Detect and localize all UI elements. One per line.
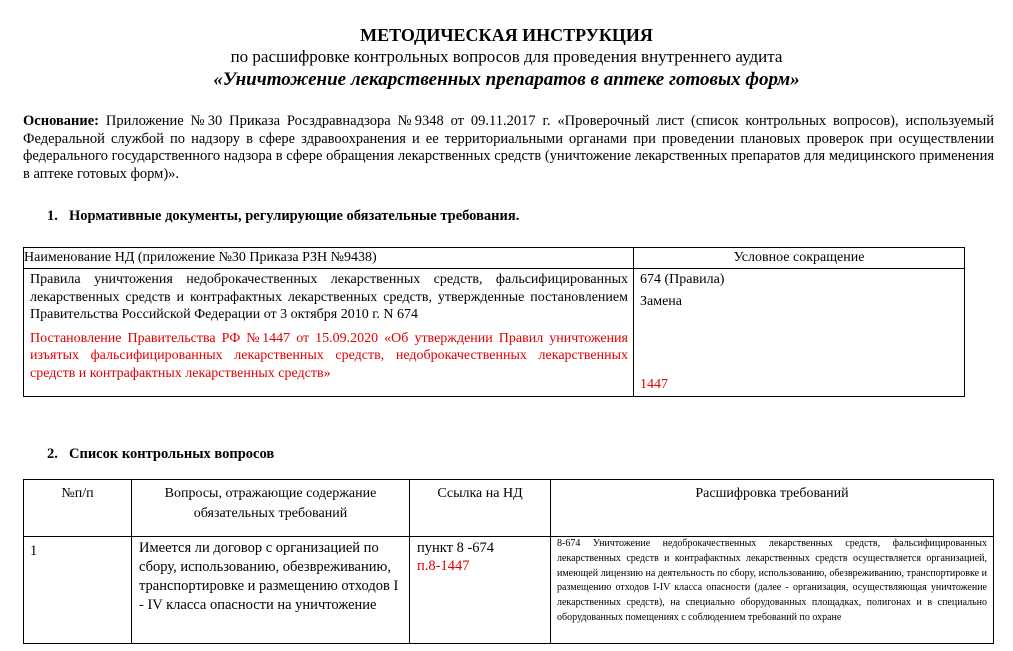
section-1-title: Нормативные документы, регулирующие обязательные требования. bbox=[69, 208, 520, 224]
abbreviation-1447: 1447 bbox=[640, 377, 668, 392]
document-title: МЕТОДИЧЕСКАЯ ИНСТРУКЦИЯ bbox=[360, 25, 653, 45]
basis-label: Основание: bbox=[23, 113, 100, 129]
basis-text: Приложение №30 Приказа Росздравнадзора №9348 от 09.11.2017 г. «Проверочный лист (список контрольных вопросов), используемый Федеральной службой по надзору в сфере здравоохранения и ее территориальными органами при проведении плановых проверок при осуществлении федерального государственного надзора в сфере обращения лекарственных средств (уничтожение лекарственных препаратов для медицинского применения в аптеке готовых форм)». bbox=[23, 113, 994, 182]
table-header-row bbox=[24, 248, 965, 269]
reference-674: пункт 8 -674 bbox=[417, 540, 495, 556]
reference-cell bbox=[410, 537, 551, 644]
table-header-row bbox=[24, 480, 994, 537]
abbreviation-674: 674 (Правила) bbox=[640, 272, 725, 287]
section-1-number: 1. bbox=[47, 208, 58, 224]
section-2-heading bbox=[47, 446, 274, 463]
nd-documents-cell bbox=[24, 269, 634, 397]
normative-documents-table bbox=[23, 247, 965, 397]
table-row bbox=[24, 537, 994, 644]
nd-document-1447: Постановление Правительства РФ №1447 от 15.09.2020 «Об утверждении Правил уничтожения изъятых фальсифицированных лекарственных средств, недоброкачественных лекарственных средств и контрафактных лекарственных средств» bbox=[30, 330, 628, 381]
reference-header: Ссылка на НД bbox=[410, 480, 551, 537]
number-header: №п/п bbox=[24, 480, 132, 537]
section-1-heading bbox=[47, 208, 519, 225]
table-row bbox=[24, 269, 965, 397]
control-questions-table bbox=[23, 479, 994, 644]
replacement-note: Замена bbox=[640, 293, 683, 309]
question-text: Имеется ли договор с организацией по сбору, использованию, обезвреживанию, транспортировке и размещению отходов I - IV класса опасности на уничтожение bbox=[132, 537, 410, 644]
document-subtitle: по расшифровке контрольных вопросов для проведения внутреннего аудита bbox=[230, 47, 783, 66]
section-2-title: Список контрольных вопросов bbox=[69, 446, 275, 462]
reference-1447: п.8-1447 bbox=[417, 558, 470, 574]
decoding-text: 8-674 Уничтожение недоброкачественных лекарственных средств, фальсифицированных лекарственных средств и контрафактных лекарственных средств осуществляется организацией, имеющей лицензию на деятельность по сбору, использованию, обезвреживанию, транспортировке и размещению отходов I-IV класса опасности (далее - организация, осуществляющая уничтожение лекарственных средств), на специально оборудованных площадках, полигонах и в специально оборудованных помещениях с соблюдением требований по охране bbox=[557, 538, 987, 623]
decoding-cell bbox=[551, 537, 994, 644]
section-2-number: 2. bbox=[47, 446, 58, 462]
abbreviation-header: Условное сокращение bbox=[634, 248, 965, 269]
questions-header: Вопросы, отражающие содержание обязательных требований bbox=[132, 480, 410, 537]
nd-document-674: Правила уничтожения недоброкачественных лекарственных средств, фальсифицированных лекарственных средств и контрафактных лекарственных средств, утвержденные постановлением Правительства Российской Федерации от 3 октября 2010 г. N 674 bbox=[30, 272, 628, 322]
document-topic: «Уничтожение лекарственных препаратов в аптеке готовых форм» bbox=[213, 69, 800, 90]
abbreviations-cell bbox=[634, 269, 965, 397]
question-number: 1 bbox=[24, 537, 132, 644]
nd-name-header: Наименование НД (приложение №30 Приказа РЗН №9438) bbox=[24, 248, 634, 269]
basis-paragraph bbox=[23, 113, 994, 183]
decoding-header: Расшифровка требований bbox=[551, 480, 994, 537]
